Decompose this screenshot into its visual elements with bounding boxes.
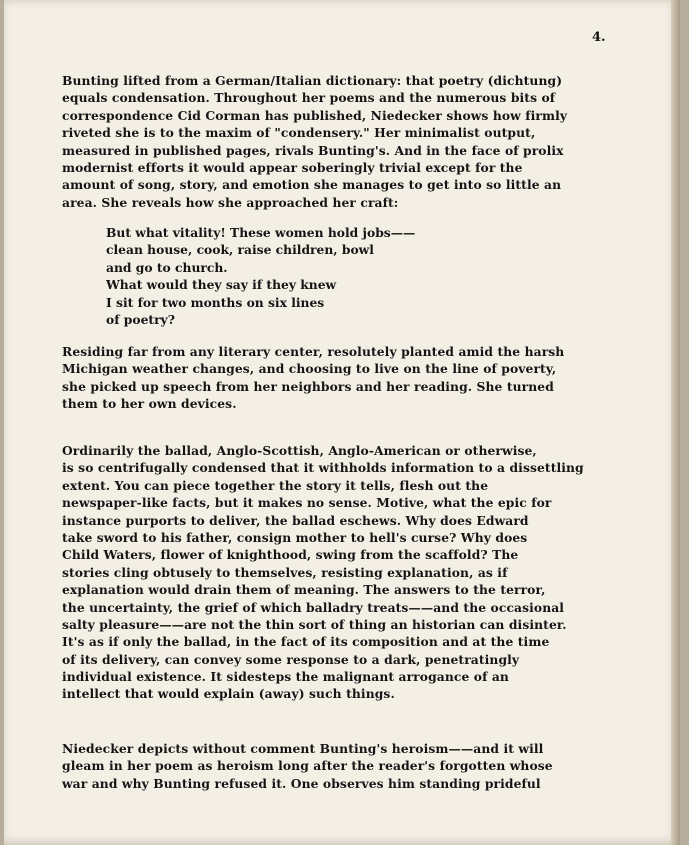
poem-line: But what vitality! These women hold jobs—— [106,225,416,240]
paragraph-4 [62,740,674,792]
document-page [4,0,680,845]
text-line: area. She reveals how she approached her craft: [62,194,399,210]
page-number: 4. [592,30,606,45]
text-line: correspondence Cid Corman has published, Niedecker shows how firmly [62,107,568,123]
text-line: riveted she is to the maxim of "condensery." Her minimalist output, [62,125,536,141]
paragraph-2 [62,343,674,413]
text-line: them to her own devices. [62,396,237,412]
text-line: stories cling obtusely to themselves, resisting explanation, as if [62,564,508,580]
poem-line: clean house, cook, raise children, bowl [106,242,374,258]
text-line: she picked up speech from her neighbors and her reading. She turned [62,378,554,394]
text-line: salty pleasure——are not the thin sort of thing an historian can disinter. [62,616,567,632]
text-line: war and why Bunting refused it. One observes him standing prideful [62,775,541,791]
text-line: explanation would drain them of meaning. The answers to the terror, [62,582,546,598]
text-line: instance purports to deliver, the ballad eschews. Why does Edward [62,512,529,528]
text-line: extent. You can piece together the story it tells, flesh out the [62,477,489,493]
poem-line: and go to church. [106,259,228,275]
text-line: of its delivery, can convey some response to a dark, penetratingly [62,651,520,667]
poem-line: What would they say if they knew [106,277,337,293]
text-line: newspaper-like facts, but it makes no sense. Motive, what the epic for [62,495,552,511]
text-line: Niedecker depicts without comment Bunting's heroism——and it will [62,741,544,756]
poem-line: I sit for two months on six lines [106,294,325,310]
text-line: Michigan weather changes, and choosing to live on the line of poverty, [62,361,557,377]
text-line: take sword to his father, consign mother to hell's curse? Why does [62,529,528,545]
text-line: measured in published pages, rivals Bunting's. And in the face of prolix [62,142,564,158]
paragraph-3 [62,442,674,703]
text-line: amount of song, story, and emotion she manages to get into so little an [62,177,562,193]
text-line: Bunting lifted from a German/Italian dictionary: that poetry (dichtung) [62,73,563,88]
text-line: Child Waters, flower of knighthood, swing from the scaffold? The [62,547,519,563]
poem-line: of poetry? [106,311,175,327]
text-line: modernist efforts it would appear soberingly trivial except for the [62,159,523,175]
text-line: equals condensation. Throughout her poems and the numerous bits of [62,90,556,106]
poem-quote [106,224,415,328]
text-line: intellect that would explain (away) such things. [62,686,395,702]
text-line: individual existence. It sidesteps the malignant arrogance of an [62,669,509,685]
text-line: the uncertainty, the grief of which balladry treats——and the occasional [62,599,565,615]
text-line: gleam in her poem as heroism long after the reader's forgotten whose [62,758,553,774]
text-line: is so centrifugally condensed that it withholds information to a dissettling [62,460,584,476]
text-line: Residing far from any literary center, resolutely planted amid the harsh [62,344,565,359]
paragraph-1 [62,72,674,211]
text-line: It's as if only the ballad, in the fact of its composition and at the time [62,634,550,650]
text-line: Ordinarily the ballad, Anglo-Scottish, Anglo-American or otherwise, [62,443,537,458]
